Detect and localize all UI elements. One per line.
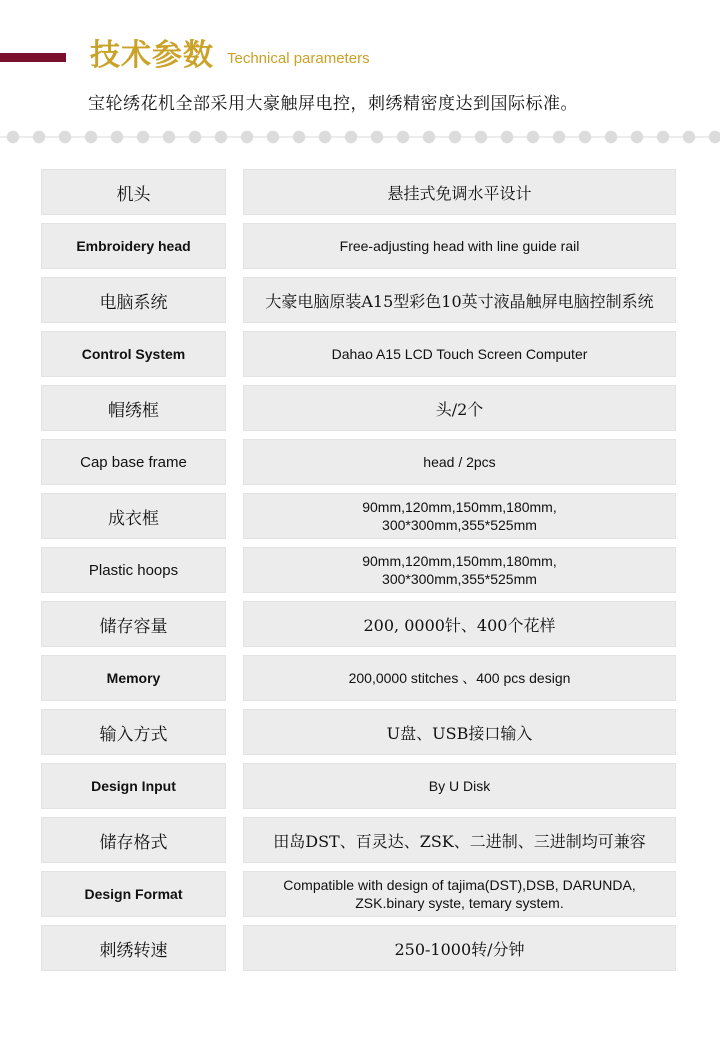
spec-row-head-cn — [41, 169, 676, 215]
spec-row-capframe-cn — [41, 385, 676, 431]
spec-row-system-en — [41, 331, 676, 377]
spec-row-memory-cn — [41, 601, 676, 647]
spec-value: 250-1000转/分钟 — [394, 939, 525, 959]
spec-row-hoops-en — [41, 547, 676, 593]
spec-value: 200, 0000针、400个花样 — [363, 615, 556, 635]
spec-row-capframe-en — [41, 439, 676, 485]
spec-value: Compatible with design of tajima(DST),DSB, DARUNDA, ZSK.binary syste, temary system. — [283, 877, 636, 911]
accent-bar — [0, 53, 66, 62]
spec-value: 悬挂式免调水平设计 — [387, 183, 532, 203]
spec-row-input-en — [41, 763, 676, 809]
spec-label: Memory — [106, 670, 161, 686]
spec-table — [41, 169, 676, 979]
spec-label: 储存容量 — [99, 616, 168, 637]
spec-row-speed-cn — [41, 925, 676, 971]
spec-label: Plastic hoops — [88, 561, 179, 579]
spec-value: 90mm,120mm,150mm,180mm, 300*300mm,355*525mm — [362, 499, 557, 533]
spec-value: 大豪电脑原装A15型彩色10英寸液晶触屏电脑控制系统 — [265, 291, 654, 311]
spec-label: 帽绣框 — [108, 400, 159, 421]
spec-label: 刺绣转速 — [99, 940, 168, 961]
spec-value: head / 2pcs — [423, 454, 496, 470]
spec-label: Design Format — [84, 886, 183, 902]
spec-value: Free-adjusting head with line guide rail — [339, 238, 580, 254]
spec-row-head-en — [41, 223, 676, 269]
spec-label: Control System — [81, 346, 186, 362]
page-subtitle: 宝轮绣花机全部采用大豪触屏电控，刺绣精密度达到国际标准。 — [88, 94, 578, 114]
spec-value: 90mm,120mm,150mm,180mm, 300*300mm,355*525mm — [362, 553, 557, 587]
spec-label: Cap base frame — [80, 453, 187, 471]
spec-label: 成衣框 — [108, 508, 159, 529]
spec-value: By U Disk — [428, 778, 491, 794]
spec-value: 头/2个 — [435, 399, 484, 419]
spec-label: 机头 — [116, 184, 151, 205]
spec-label: Design Input — [91, 778, 176, 794]
spec-label: 电脑系统 — [99, 292, 168, 313]
dotted-divider — [0, 129, 720, 145]
spec-row-system-cn — [41, 277, 676, 323]
spec-label: Embroidery head — [76, 238, 191, 254]
spec-row-format-en — [41, 871, 676, 917]
spec-value: 田岛DST、百灵达、ZSK、二进制、三进制均可兼容 — [273, 831, 646, 851]
spec-label: 储存格式 — [99, 832, 168, 853]
spec-value: U盘、USB接口输入 — [386, 723, 533, 743]
spec-value: Dahao A15 LCD Touch Screen Computer — [331, 346, 588, 362]
page-title: 技术参数 — [90, 38, 214, 73]
spec-row-input-cn — [41, 709, 676, 755]
spec-value: 200,0000 stitches 、400 pcs design — [348, 670, 571, 686]
spec-row-format-cn — [41, 817, 676, 863]
spec-label: 输入方式 — [99, 724, 168, 745]
spec-row-memory-en — [41, 655, 676, 701]
spec-row-hoops-cn — [41, 493, 676, 539]
page-title-english: Technical parameters — [227, 50, 370, 67]
